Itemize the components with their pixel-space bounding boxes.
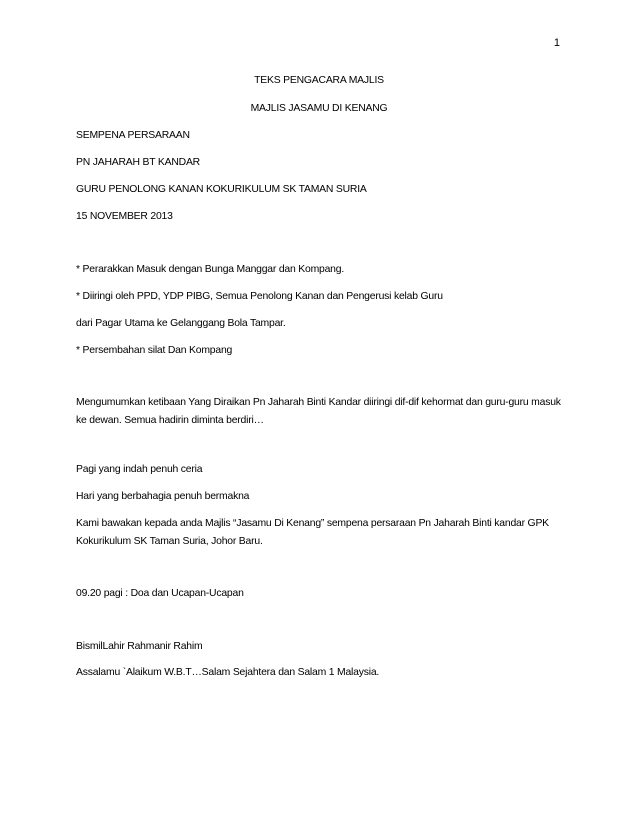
info-line-name: PN JAHARAH BT KANDAR bbox=[76, 157, 200, 168]
program-item-continued: dari Pagar Utama ke Gelanggang Bola Tampar. bbox=[76, 318, 286, 329]
announcement-paragraph: Mengumumkan ketibaan Yang Diraikan Pn Jaharah Binti Kandar diiringi dif-dif kehormat dan guru-guru masuk ke dewan. Semua hadirin diminta berdiri… bbox=[76, 397, 561, 426]
program-item: * Diiringi oleh PPD, YDP PIBG, Semua Penolong Kanan dan Pengerusi kelab Guru bbox=[76, 291, 443, 302]
program-item: * Perarakkan Masuk dengan Bunga Manggar dan Kompang. bbox=[76, 264, 345, 275]
greeting-line: Assalamu `Alaikum W.B.T…Salam Sejahtera dan Salam 1 Malaysia. bbox=[76, 667, 380, 678]
greeting-line: BismilLahir Rahmanir Rahim bbox=[76, 641, 203, 652]
verse-line: Pagi yang indah penuh ceria bbox=[76, 464, 203, 475]
info-line-date: 15 NOVEMBER 2013 bbox=[76, 211, 173, 222]
program-item: * Persembahan silat Dan Kompang bbox=[76, 345, 233, 356]
page-number: 1 bbox=[553, 37, 560, 49]
info-line-occasion: SEMPENA PERSARAAN bbox=[76, 130, 190, 141]
document-title: TEKS PENGACARA MAJLIS bbox=[254, 75, 384, 86]
info-line-position: GURU PENOLONG KANAN KOKURIKULUM SK TAMAN SURIA bbox=[76, 184, 367, 195]
welcome-paragraph: Kami bawakan kepada anda Majlis “Jasamu Di Kenang” sempena persaraan Pn Jaharah Binti kandar GPK Kokurikulum SK Taman Suria, Johor Baru. bbox=[76, 518, 549, 547]
schedule-line: 09.20 pagi : Doa dan Ucapan-Ucapan bbox=[76, 588, 244, 599]
verse-line: Hari yang berbahagia penuh bermakna bbox=[76, 491, 250, 502]
document-subtitle: MAJLIS JASAMU DI KENANG bbox=[250, 103, 388, 114]
